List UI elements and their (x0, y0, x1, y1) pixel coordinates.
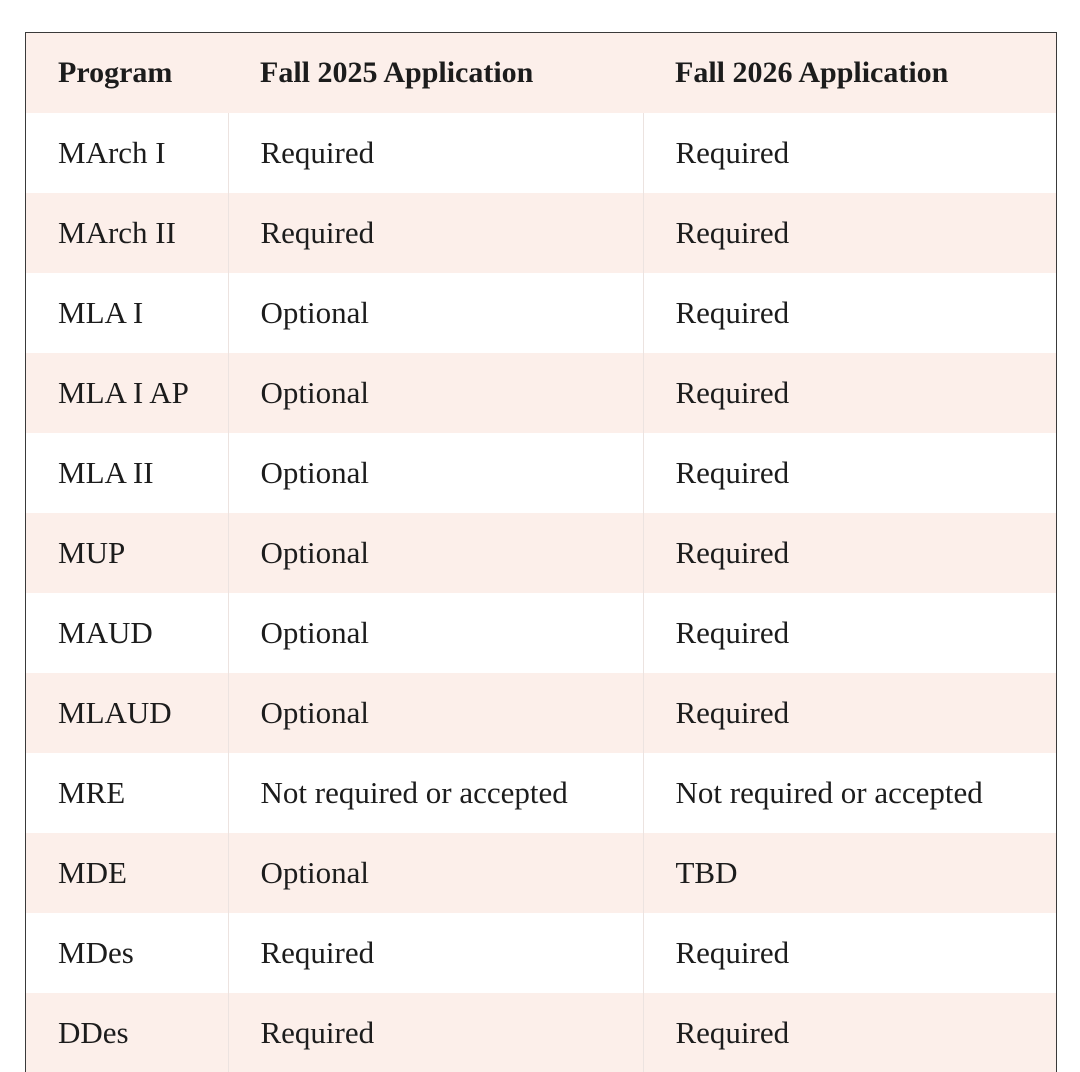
fall-2026-cell: Not required or accepted (643, 753, 1056, 833)
program-cell: MDE (26, 833, 228, 913)
table-row (26, 113, 1056, 193)
fall-2025-cell: Optional (228, 353, 643, 433)
requirements-table-container (25, 32, 1057, 1072)
table-row (26, 513, 1056, 593)
header-program: Program (26, 33, 228, 113)
fall-2025-cell: Required (228, 913, 643, 993)
fall-2026-cell: Required (643, 273, 1056, 353)
fall-2026-cell: Required (643, 353, 1056, 433)
fall-2026-cell: Required (643, 593, 1056, 673)
fall-2025-cell: Not required or accepted (228, 753, 643, 833)
fall-2025-cell: Optional (228, 673, 643, 753)
table-header-row (26, 33, 1056, 113)
fall-2025-cell: Optional (228, 833, 643, 913)
table-row (26, 993, 1056, 1072)
fall-2026-cell: Required (643, 673, 1056, 753)
program-cell: MLA I (26, 273, 228, 353)
table-row (26, 753, 1056, 833)
fall-2025-cell: Required (228, 193, 643, 273)
fall-2026-cell: Required (643, 113, 1056, 193)
program-cell: DDes (26, 993, 228, 1072)
program-cell: MAUD (26, 593, 228, 673)
table-row (26, 353, 1056, 433)
table-row (26, 833, 1056, 913)
header-fall-2026: Fall 2026 Application (643, 33, 1056, 113)
program-cell: MDes (26, 913, 228, 993)
program-cell: MRE (26, 753, 228, 833)
table-row (26, 433, 1056, 513)
program-cell: MLAUD (26, 673, 228, 753)
fall-2026-cell: Required (643, 993, 1056, 1072)
fall-2025-cell: Optional (228, 433, 643, 513)
program-cell: MLA II (26, 433, 228, 513)
program-cell: MLA I AP (26, 353, 228, 433)
requirements-table (26, 33, 1056, 1072)
table-row (26, 593, 1056, 673)
fall-2026-cell: Required (643, 433, 1056, 513)
fall-2025-cell: Optional (228, 593, 643, 673)
table-row (26, 193, 1056, 273)
header-fall-2025: Fall 2025 Application (228, 33, 643, 113)
program-cell: MArch I (26, 113, 228, 193)
fall-2026-cell: TBD (643, 833, 1056, 913)
table-row (26, 273, 1056, 353)
program-cell: MUP (26, 513, 228, 593)
table-row (26, 673, 1056, 753)
fall-2026-cell: Required (643, 513, 1056, 593)
fall-2026-cell: Required (643, 913, 1056, 993)
fall-2025-cell: Optional (228, 273, 643, 353)
program-cell: MArch II (26, 193, 228, 273)
table-row (26, 913, 1056, 993)
fall-2025-cell: Optional (228, 513, 643, 593)
fall-2025-cell: Required (228, 113, 643, 193)
fall-2026-cell: Required (643, 193, 1056, 273)
fall-2025-cell: Required (228, 993, 643, 1072)
